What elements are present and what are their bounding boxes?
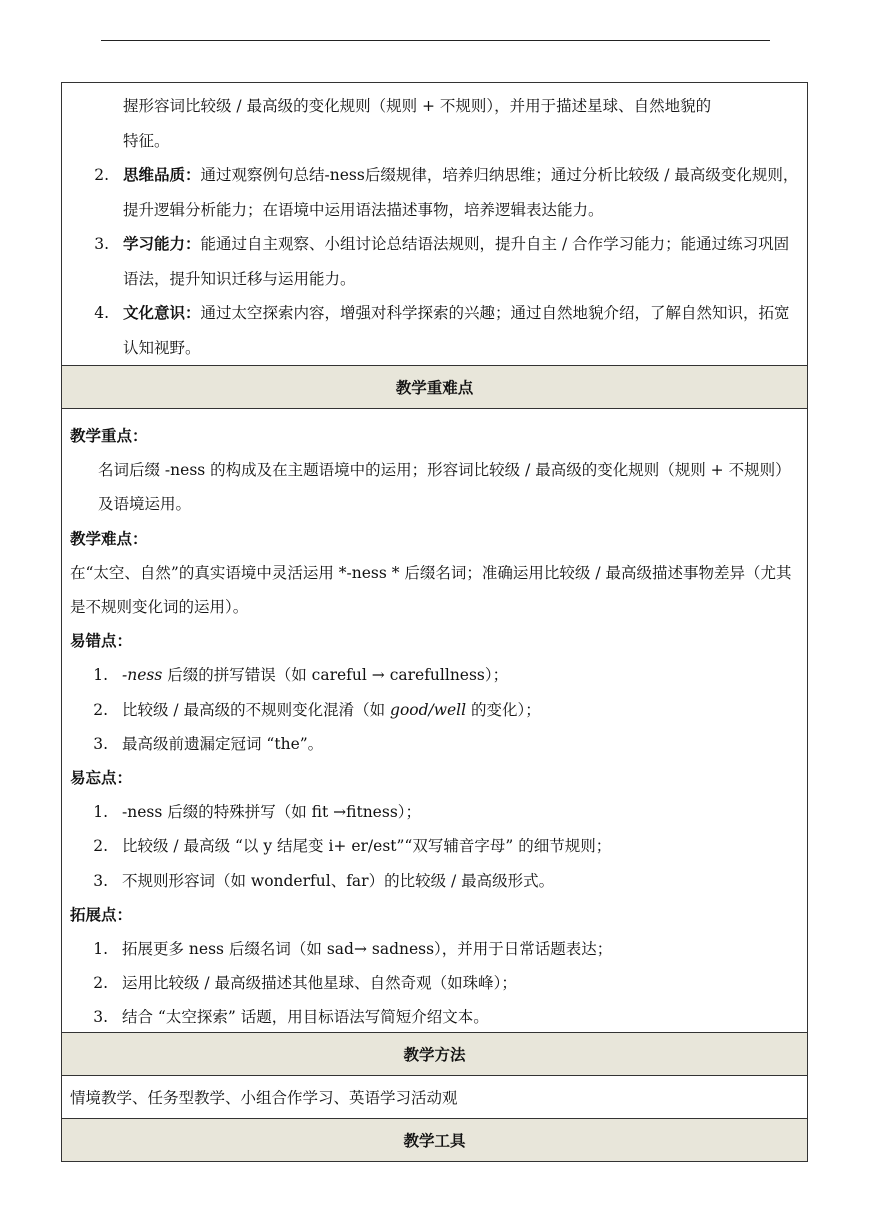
header-rule (101, 40, 770, 41)
goal-item-2: 2. 思维品质：通过观察例句总结-ness后缀规律，培养归纳思维；通过分析比较级 / 最高级变化规则，提升逻辑分析能力；在语境中运用语法描述事物，培养逻辑表达能力。 (94, 165, 799, 219)
difficulty-label: 教学难点： (70, 528, 148, 548)
keypoints-cell (62, 409, 807, 1033)
extend-item-3: 3. 结合 “太空探索” 话题，用目标语法写简短介绍文本。 (93, 1008, 489, 1027)
focus-text: 名词后缀 -ness 的构成及在主题语境中的运用；形容词比较级 / 最高级的变化规则（规则 + 不规则）及语境运用。 (98, 461, 791, 514)
extend-item-1: 1. 拓展更多 ness 后缀名词（如 sad→ sadness），并用于日常话题表达； (93, 940, 613, 959)
extend-label: 拓展点： (70, 904, 133, 924)
focus-label: 教学重点： (70, 426, 148, 445)
teaching-goals-cell (62, 83, 807, 366)
error-item-1: 1. -ness 后缀的拼写错误（如 careful → carefullness）； (93, 666, 509, 685)
section-header-tools: 教学工具 (62, 1119, 807, 1161)
forget-item-2: 2. 比较级 / 最高级 “以 y 结尾变 i+ er/est”“双写辅音字母” 的细节规则； (93, 837, 612, 856)
section-header-keypoints: 教学重难点 (62, 366, 807, 409)
forget-label: 易忘点： (70, 768, 133, 788)
goal-item-4: 4. 文化意识：通过太空探索内容，增强对科学探索的兴趣；通过自然地貌介绍，了解自然知识，拓宽认知视野。 (94, 303, 790, 357)
forget-item-3: 3. 不规则形容词（如 wonderful、far）的比较级 / 最高级形式。 (93, 871, 555, 890)
section-header-methods: 教学方法 (62, 1033, 807, 1076)
error-label: 易错点： (70, 631, 133, 651)
goal-1-continuation: 握形容词比较级 / 最高级的变化规则（规则 + 不规则），并用于描述星球、自然地貌的 特征。 (123, 97, 712, 150)
lesson-plan-table (61, 82, 808, 1162)
forget-item-1: 1. -ness 后缀的特殊拼写（如 fit →fitness）； (93, 803, 422, 822)
methods-cell: 情境教学、任务型教学、小组合作学习、英语学习活动观 (62, 1076, 807, 1119)
error-item-3: 3. 最高级前遗漏定冠词 “the”。 (93, 734, 324, 753)
error-item-2: 2. 比较级 / 最高级的不规则变化混淆（如 good/well 的变化）； (93, 700, 541, 719)
extend-item-2: 2. 运用比较级 / 最高级描述其他星球、自然奇观（如珠峰）； (93, 974, 517, 993)
difficulty-text: 在“太空、自然”的真实语境中灵活运用 *-ness * 后缀名词；准确运用比较级 / 最高级描述事物差异（尤其是不规则变化词的运用）。 (70, 563, 792, 617)
goal-item-3: 3. 学习能力：能通过自主观察、小组讨论总结语法规则，提升自主 / 合作学习能力；能通过练习巩固语法，提升知识迁移与运用能力。 (94, 234, 790, 288)
